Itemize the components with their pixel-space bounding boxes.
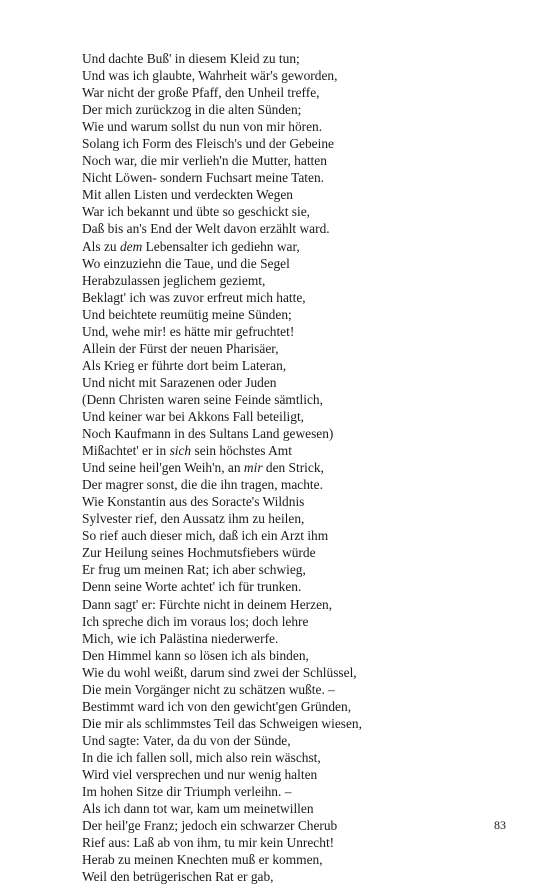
verse-line: Und, wehe mir! es hätte mir gefruchtet! — [82, 323, 295, 339]
verse-line: Rief aus: Laß ab von ihm, tu mir kein Unrecht! — [82, 835, 335, 851]
verse-line: Die mein Vorgänger nicht zu schätzen wußte. – — [82, 681, 335, 697]
verse-line: Und was ich glaubte, Wahrheit wär's geworden, — [82, 68, 338, 84]
verse-line: Ich spreche dich im voraus los; doch lehre — [82, 613, 309, 629]
verse-line: So rief auch dieser mich, daß ich ein Arzt ihm — [82, 528, 329, 544]
verse-line: Und dachte Buß' in diesem Kleid zu tun; — [82, 51, 300, 66]
verse-line: Noch Kaufmann in des Sultans Land gewesen) — [82, 426, 334, 442]
emphasized-word: mir — [243, 460, 263, 476]
verse-line: Allein der Fürst der neuen Pharisäer, — [82, 340, 279, 356]
verse-segment: Mißachtet' er in — [82, 443, 170, 459]
verse-line: Und sagte: Vater, da du von der Sünde, — [82, 732, 291, 748]
verse-line: Weil den betrügerischen Rat er gab, — [82, 869, 274, 885]
verse-line — [82, 238, 522, 255]
verse-line: Er frug um meinen Rat; ich aber schwieg, — [82, 562, 306, 578]
page-number: 83 — [494, 818, 506, 832]
verse-segment: sein höchstes Amt — [191, 443, 292, 459]
verse-line: Wird viel versprechen und nur wenig halten — [82, 766, 318, 782]
verse-line: Der heil'ge Franz; jedoch ein schwarzer Cherub — [82, 818, 338, 834]
emphasized-word: sich — [169, 443, 192, 459]
verse-line: Beklagt' ich was zuvor erfreut mich hatte, — [82, 289, 306, 305]
verse-line: Und beichtete reumütig meine Sünden; — [82, 306, 292, 322]
verse-line: Wie du wohl weißt, darum sind zwei der Schlüssel, — [82, 664, 357, 680]
verse-line: Wo einzuziehn die Taue, und die Segel — [82, 255, 290, 271]
verse-line: Nicht Löwen- sondern Fuchsart meine Taten. — [82, 170, 325, 186]
verse-line: Mich, wie ich Palästina niederwerfe. — [82, 630, 279, 646]
verse-line: Der mich zurückzog in die alten Sünden; — [82, 102, 302, 118]
verse-line: Als ich dann tot war, kam um meinetwillen — [82, 801, 314, 817]
verse-segment: Und seine heil'gen Weih'n, an — [82, 460, 244, 476]
verse-line — [82, 442, 522, 459]
verse-line: Mit allen Listen und verdeckten Wegen — [82, 187, 293, 203]
verse-line: Den Himmel kann so lösen ich als binden, — [82, 647, 309, 663]
verse-line: Herab zu meinen Knechten muß er kommen, — [82, 852, 323, 868]
emphasized-word: dem — [119, 238, 143, 254]
verse-line: Solang ich Form des Fleisch's und der Gebeine — [82, 136, 334, 152]
verse-line: Und keiner war bei Akkons Fall beteiligt, — [82, 408, 305, 424]
verse-line: (Denn Christen waren seine Feinde sämtlich, — [82, 391, 323, 407]
verse-line: Im hohen Sitze dir Triumph verleihn. – — [82, 784, 292, 800]
verse-line: Zur Heilung seines Hochmutsfiebers würde — [82, 545, 316, 561]
verse-line: Herabzulassen jeglichem geziemt, — [82, 272, 266, 288]
verse-line: Und nicht mit Sarazenen oder Juden — [82, 374, 277, 390]
verse-segment: Lebensalter ich gediehn war, — [142, 238, 300, 254]
verse-line: Denn seine Worte achtet' ich für trunken. — [82, 579, 302, 595]
verse-line: In die ich fallen soll, mich also rein wäschst, — [82, 749, 321, 765]
verse-segment: den Strick, — [262, 460, 324, 476]
verse-line: War nicht der große Pfaff, den Unheil treffe, — [82, 85, 320, 101]
verse-line: Noch war, die mir verlieh'n die Mutter, hatten — [82, 153, 327, 169]
verse-line — [82, 459, 522, 476]
verse-line: Als Krieg er führte dort beim Lateran, — [82, 357, 287, 373]
verse-segment: Als zu — [82, 238, 120, 254]
verse-line: War ich bekannt und übte so geschickt sie, — [82, 204, 310, 220]
verse-line: Bestimmt ward ich von den gewicht'gen Gründen, — [82, 698, 352, 714]
verse-text — [82, 50, 522, 885]
verse-line: Dann sagt' er: Fürchte nicht in deinem Herzen, — [82, 596, 333, 612]
verse-line: Wie und warum sollst du nun von mir hören. — [82, 119, 323, 135]
verse-line: Wie Konstantin aus des Soracte's Wildnis — [82, 494, 305, 510]
verse-line: Daß bis an's End der Welt davon erzählt ward. — [82, 221, 330, 237]
verse-line: Der magrer sonst, die die ihn tragen, machte. — [82, 477, 323, 493]
verse-line: Die mir als schlimmstes Teil das Schweigen wiesen, — [82, 715, 362, 731]
verse-line: Sylvester rief, den Aussatz ihm zu heilen, — [82, 511, 305, 527]
